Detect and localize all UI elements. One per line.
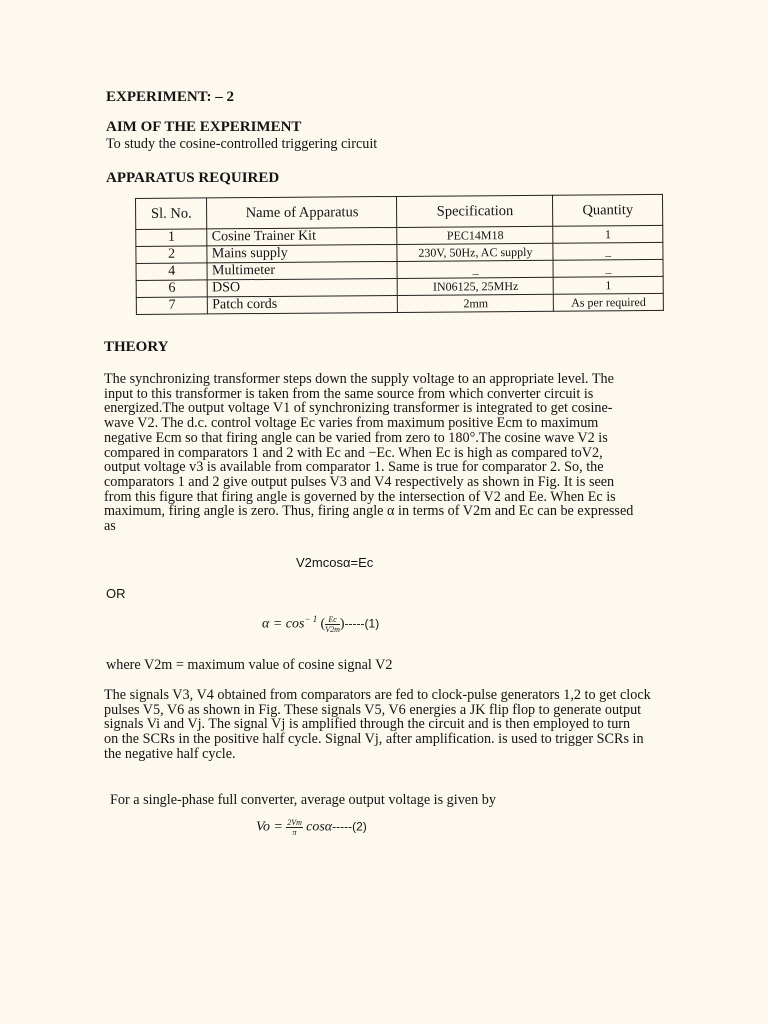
equation-1: $\alpha = \cos^{- 1}$ ( $\frac{Ec}{V2m}$ )-----(1) xyxy=(262,614,380,634)
experiment-title: EXPERIMENT: – 2 xyxy=(106,89,235,105)
paragraph-line: negative Ecm so that firing angle can be varied from zero to 180°.The cosine wave V2 is xyxy=(104,429,608,446)
paragraph-line: The synchronizing transformer steps down the supply voltage to an appropriate level. The xyxy=(104,371,614,387)
cell-name: DSO xyxy=(208,278,398,296)
paragraph-line: input to this transformer is taken from the same source from which converter circuit is xyxy=(104,385,594,402)
paragraph-line: as xyxy=(104,518,116,535)
paragraph-line: signals Vi and Vj. The signal Vj is amplified through the circuit and is then employed to turn xyxy=(104,716,631,733)
equation-2-tag: -----(2) xyxy=(332,819,367,834)
fraction-numerator: 2Vm xyxy=(287,818,302,827)
column-header-sl-no: Sl. No. xyxy=(136,198,208,230)
cell-qty: _ xyxy=(553,242,663,260)
theory-paragraph-1 xyxy=(104,372,680,534)
cell-sl-no: 6 xyxy=(136,280,208,298)
paragraph-line: maximum, firing angle is zero. Thus, firing angle α in terms of V2m and Ec can be expressed xyxy=(104,503,634,520)
aim-heading: AIM OF THE EXPERIMENT xyxy=(106,119,302,135)
column-header-specification: Specification xyxy=(397,195,553,227)
cell-sl-no: 2 xyxy=(136,246,208,264)
cell-spec: IN06125, 25MHz xyxy=(398,277,554,295)
table-row xyxy=(136,293,663,314)
paragraph-line: output voltage v3 is available from comparator 1. Same is true for comparator 2. So, the xyxy=(104,459,604,476)
equation-1-exponent: − 1 xyxy=(304,614,318,624)
equation-2 xyxy=(256,818,367,837)
equation-1-lhs: α = cos xyxy=(262,616,305,632)
where-text: where V2m = maximum value of cosine signal V2 xyxy=(106,657,393,673)
cell-spec: _ xyxy=(397,260,553,278)
paragraph-line: comparators 1 and 2 give output pulses V3 and V4 respectively as shown in Fig. It is seen xyxy=(104,473,615,490)
paragraph-3: For a single-phase full converter, average output voltage is given by xyxy=(110,792,496,808)
paragraph-line: wave V2. The d.c. control voltage Ec varies from maximum positive Ecm to maximum xyxy=(104,415,599,432)
cell-qty: _ xyxy=(553,259,663,277)
cell-sl-no: 7 xyxy=(136,297,208,315)
theory-paragraph-2 xyxy=(104,688,680,762)
equation-1-tag: -----(1) xyxy=(344,616,380,631)
cell-qty: 1 xyxy=(553,225,663,243)
equation-2-rhs: cosα xyxy=(306,819,333,835)
cell-qty: As per required xyxy=(554,293,664,311)
cell-qty: 1 xyxy=(553,276,663,294)
paragraph-line: compared in comparators 1 and 2 with Ec and −Ec. When Ec is high as compared toV2, xyxy=(104,444,603,461)
cell-sl-no: 1 xyxy=(136,229,208,247)
equation-v2m-cos: V2mcosα=Ec xyxy=(296,555,374,570)
paragraph-line: on the SCRs in the positive half cycle. Signal Vj, after amplification. is used to trigger SCRs in xyxy=(104,731,644,748)
paragraph-line: from this figure that firing angle is governed by the intersection of V2 and Ee. When Ec is xyxy=(104,488,616,505)
fraction-denominator: V2m xyxy=(325,624,340,634)
fraction-denominator: π xyxy=(292,828,297,837)
cell-name: Mains supply xyxy=(207,244,397,262)
theory-heading: THEORY xyxy=(104,339,169,355)
apparatus-heading: APPARATUS REQUIRED xyxy=(106,170,280,186)
cell-spec: 2mm xyxy=(398,294,554,312)
column-header-quantity: Quantity xyxy=(553,194,663,226)
cell-name: Multimeter xyxy=(207,261,397,279)
aim-text: To study the cosine-controlled triggering circuit xyxy=(106,136,378,152)
equation-1-fraction xyxy=(325,615,340,634)
cell-sl-no: 4 xyxy=(136,263,208,281)
cell-spec: PEC14M18 xyxy=(397,226,553,244)
equation-2-lhs: Vo = xyxy=(256,819,283,835)
table-header-row xyxy=(136,194,663,229)
column-header-name: Name of Apparatus xyxy=(207,196,397,228)
paragraph-line: the negative half cycle. xyxy=(104,745,236,762)
cell-spec: 230V, 50Hz, AC supply xyxy=(397,243,553,261)
apparatus-table xyxy=(135,194,664,315)
paragraph-line: The signals V3, V4 obtained from comparators are fed to clock-pulse generators 1,2 to get clock xyxy=(104,687,651,703)
cell-name: Cosine Trainer Kit xyxy=(207,227,397,245)
cell-name: Patch cords xyxy=(208,295,398,313)
or-label: OR xyxy=(106,586,126,601)
paragraph-line: pulses V5, V6 as shown in Fig. These signals V5, V6 energies a JK flip flop to generate output xyxy=(104,701,642,718)
paragraph-line: energized.The output voltage V1 of synchronizing transformer is integrated to get cosine- xyxy=(104,400,613,417)
equation-2-fraction xyxy=(286,818,303,837)
fraction-numerator: Ec xyxy=(325,615,340,625)
